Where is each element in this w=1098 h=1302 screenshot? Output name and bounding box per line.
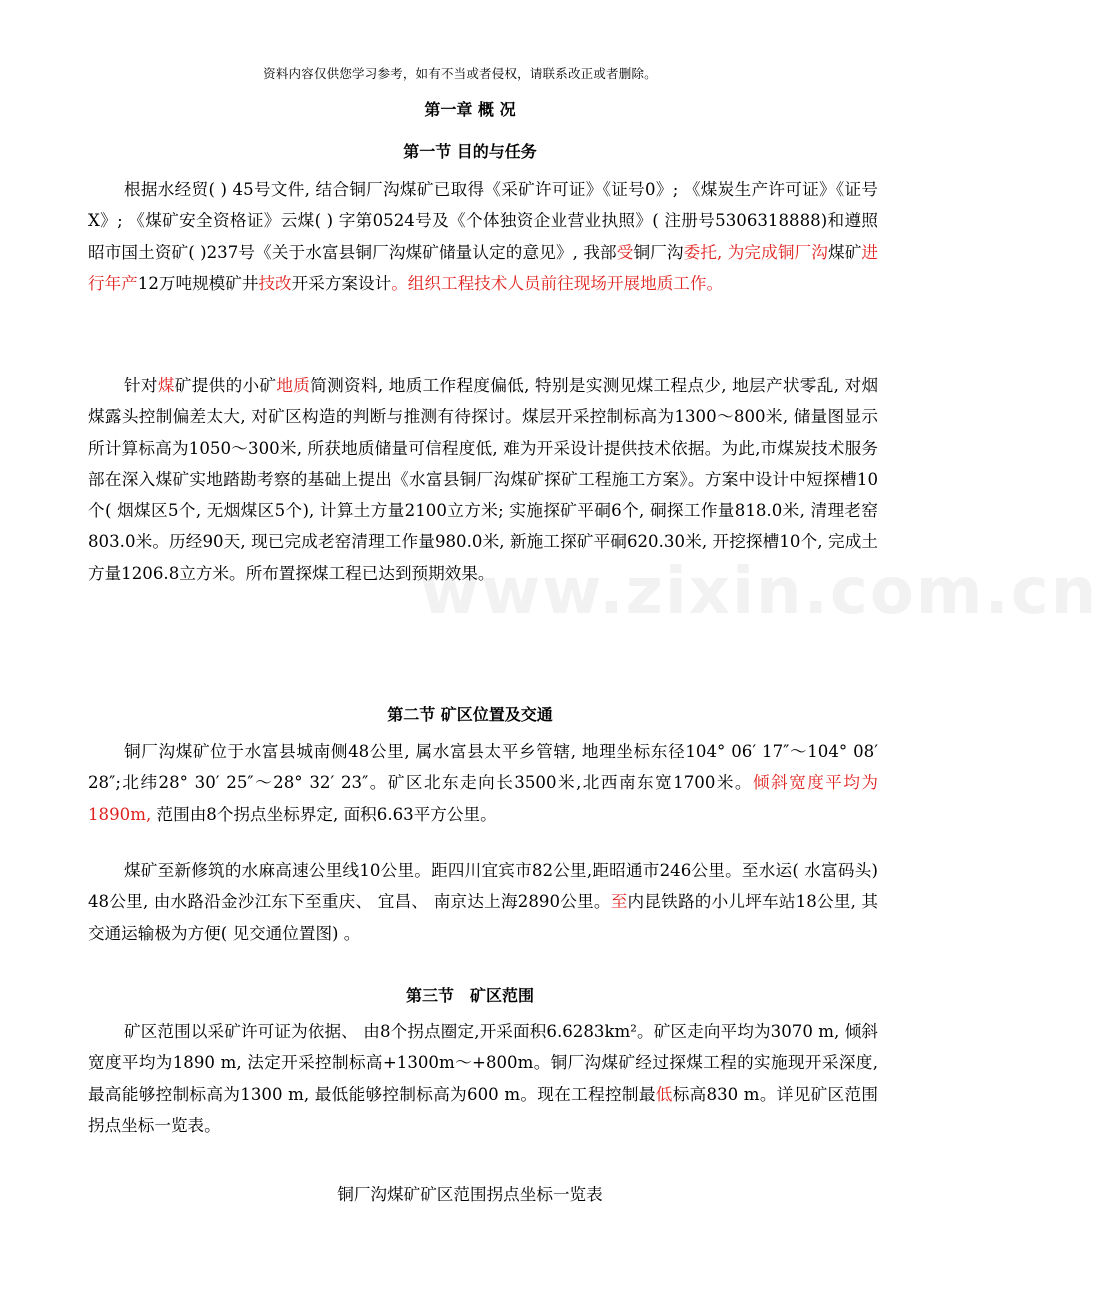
red-text-run: 倾斜宽度平均为1890m, — [88, 773, 879, 824]
red-text-run: 低 — [655, 1084, 673, 1104]
red-text-run: 地质 — [276, 376, 311, 395]
text-run: 铜厂沟 — [633, 242, 684, 262]
red-text-run: 委托, 为完成铜厂沟 — [683, 242, 828, 262]
text-run: 矿提供的小矿 — [174, 376, 277, 395]
text-run: 开采方案设计 — [291, 273, 392, 293]
text-run: 煤矿至新修筑的水麻高速公里线10公里。距四川宜宾市82公里,距昭通市246公里。至水运( 水富码头) 48公里, 由水路沿金沙江东下至重庆、 宜昌、 南京达上海2890公里。 — [88, 861, 878, 912]
section-3-title: 第三节 矿区范围 — [405, 986, 534, 1005]
disclaimer-note: 资料内容仅供您学习参考，如有不当或者侵权，请联系改正或者删除。 — [263, 66, 657, 81]
text-run: 内昆铁路的小儿坪车站18公里, 其交通运输极为方便( 见交通位置图) 。 — [88, 892, 878, 943]
chapter-title: 第一章 概 况 — [424, 100, 516, 119]
watermark: www.zixin.com.cn — [420, 555, 1098, 629]
red-text-run: 至 — [610, 892, 628, 912]
red-text-run: 。组织工程技术人员前往现场开展地质工作。 — [391, 273, 724, 293]
text-run: 范围由8个拐点坐标界定, 面积6.63平方公里。 — [151, 804, 497, 824]
section-2-paragraph-1 — [88, 736, 878, 830]
text-run: 煤矿 — [827, 242, 862, 262]
section-2-title: 第二节 矿区位置及交通 — [387, 705, 553, 724]
red-text-run: 受 — [616, 242, 634, 262]
text-run: 标高830 m。详见矿区范围拐点坐标一览表。 — [88, 1084, 878, 1135]
text-run: 针对 — [124, 376, 158, 395]
text-run: 简测资料, 地质工作程度偏低, 特别是实测见煤工程点少, 地层产状零乱, 对烟煤露头控制偏差太大, 对矿区构造的判断与推测有待探讨。煤层开采控制标高为1300～800米, 储量图显示所计算标高为1050～300米, 所获地质储量可信程度低, 难为开采设计提供技术依据。为此,市煤炭技术服务部在深入煤矿实地踏勘考察的基础上提出《水富县铜厂沟煤矿探矿工程施工方案》。方案中设计中短探槽10个( 烟煤区5个, 无烟煤区5个), 计算土方量2100立方米; 实施探矿平硐6个, 硐探工作量818.0米, 清理老窑803.0米。历经90天, 现已完成老窑清理工作量980.0米, 新施工探矿平硐620.30米, 开挖探槽10个, 完成土方量1206.8立方米。所布置探煤工程已达到预期效果。 — [88, 376, 879, 583]
section-2-paragraph-2 — [88, 855, 878, 949]
section-3-paragraph-1 — [88, 1016, 878, 1141]
section-1-title: 第一节 目的与任务 — [403, 142, 537, 161]
section-1-paragraph-1 — [88, 174, 878, 299]
red-text-run: 技改 — [258, 273, 292, 293]
text-run: 矿区范围以采矿许可证为依据、 由8个拐点圈定,开采面积6.6283km²。矿区走向平均为3070 m, 倾斜宽度平均为1890 m, 法定开采控制标高+1300m～+800m。铜厂沟煤矿经过探煤工程的实施现开采深度, 最高能够控制标高为1300 m, 最低能够控制标高为600 m。现在工程控制最 — [88, 1022, 878, 1104]
text-run: 根据水经贸( ) 45号文件, 结合铜厂沟煤矿已取得《采矿许可证》《证号0》; 《煤炭生产许可证》《证号X》; 《煤矿安全资格证》云煤( ) 字第0524号及《个体独资企业营业执照》( 注册号5306318888)和遵照昭市国土资矿( )237号《关于水富县铜厂沟煤矿储量认定的意见》, 我部 — [88, 180, 878, 262]
coordinate-table-title: 铜厂沟煤矿矿区范围拐点坐标一览表 — [337, 1185, 603, 1204]
red-text-run: 煤 — [157, 376, 175, 395]
red-text-run: 进行年产 — [88, 242, 879, 293]
section-1-paragraph-2 — [88, 370, 878, 589]
text-run: 12万吨规模矿井 — [137, 273, 259, 293]
text-run: 铜厂沟煤矿位于水富县城南侧48公里, 属水富县太平乡管辖, 地理坐标东径104° 06′ 17″～104° 08′ 28″;北纬28° 30′ 25″～28° 32′ 23″。矿区北东走向长3500米,北西南东宽1700米。 — [88, 742, 878, 793]
